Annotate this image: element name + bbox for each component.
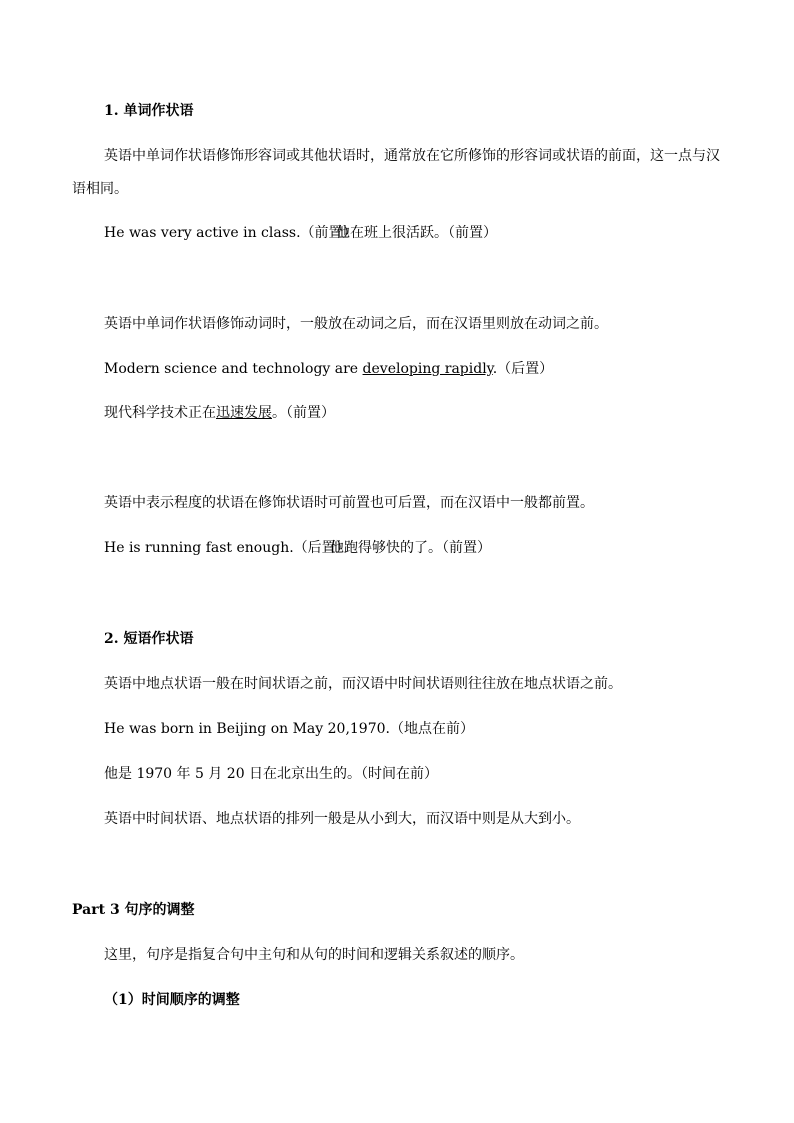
example3-zh: 他跑得够快的了。（前置） (330, 540, 491, 556)
example2-en-underlined: developing rapidly (362, 361, 493, 377)
section1-heading-num: 1. (104, 103, 119, 119)
section1-heading (104, 102, 194, 120)
example2-en-pre: Modern science and technology are (104, 361, 363, 377)
section1-heading-text: 单词作状语 (123, 103, 194, 119)
section2-para2: 英语中时间状语、地点状语的排列一般是从小到大，而汉语中则是从大到小。 (104, 811, 580, 827)
example1-en: He was very active in class.（前置） (104, 225, 357, 241)
section1-para1-line1: 英语中单词作状语修饰形容词或其他状语时，通常放在它所修饰的形容词或状语的前面，这一点与汉 (104, 148, 720, 164)
section2-heading-num: 2. (104, 631, 119, 647)
example3-en: He is running fast enough.（后置） (104, 540, 350, 556)
section2-example1-zh: 他是 1970 年 5 月 20 日在北京出生的。（时间在前） (104, 766, 439, 782)
section1-para1-line2: 语相同。 (72, 181, 128, 197)
example2-zh-pre: 现代科学技术正在 (104, 405, 216, 421)
example2-en-post: .（后置） (492, 361, 554, 377)
example2-zh-underlined: 迅速发展 (216, 405, 272, 421)
section2-heading (104, 630, 194, 648)
part3-para1: 这里，句序是指复合句中主句和从句的时间和逻辑关系叙述的顺序。 (104, 947, 524, 963)
example1-zh: 他在班上很活跃。（前置） (336, 225, 497, 241)
section2-para1: 英语中地点状语一般在时间状语之前，而汉语中时间状语则往往放在地点状语之前。 (104, 676, 622, 692)
section1-para3: 英语中表示程度的状语在修饰状语时可前置也可后置，而在汉语中一般都前置。 (104, 495, 594, 511)
example2-zh-post: 。（前置） (272, 405, 335, 421)
section1-para2: 英语中单词作状语修饰动词时，一般放在动词之后，而在汉语里则放在动词之前。 (104, 316, 608, 332)
section2-heading-text: 短语作状语 (123, 631, 194, 647)
example2-en (104, 360, 553, 378)
example2-zh (104, 404, 335, 422)
part3-subheading1: （1）时间顺序的调整 (104, 992, 240, 1008)
part3-heading: Part 3 句序的调整 (72, 902, 195, 918)
section2-example1-en: He was born in Beijing on May 20,1970.（地点在前） (104, 721, 474, 737)
